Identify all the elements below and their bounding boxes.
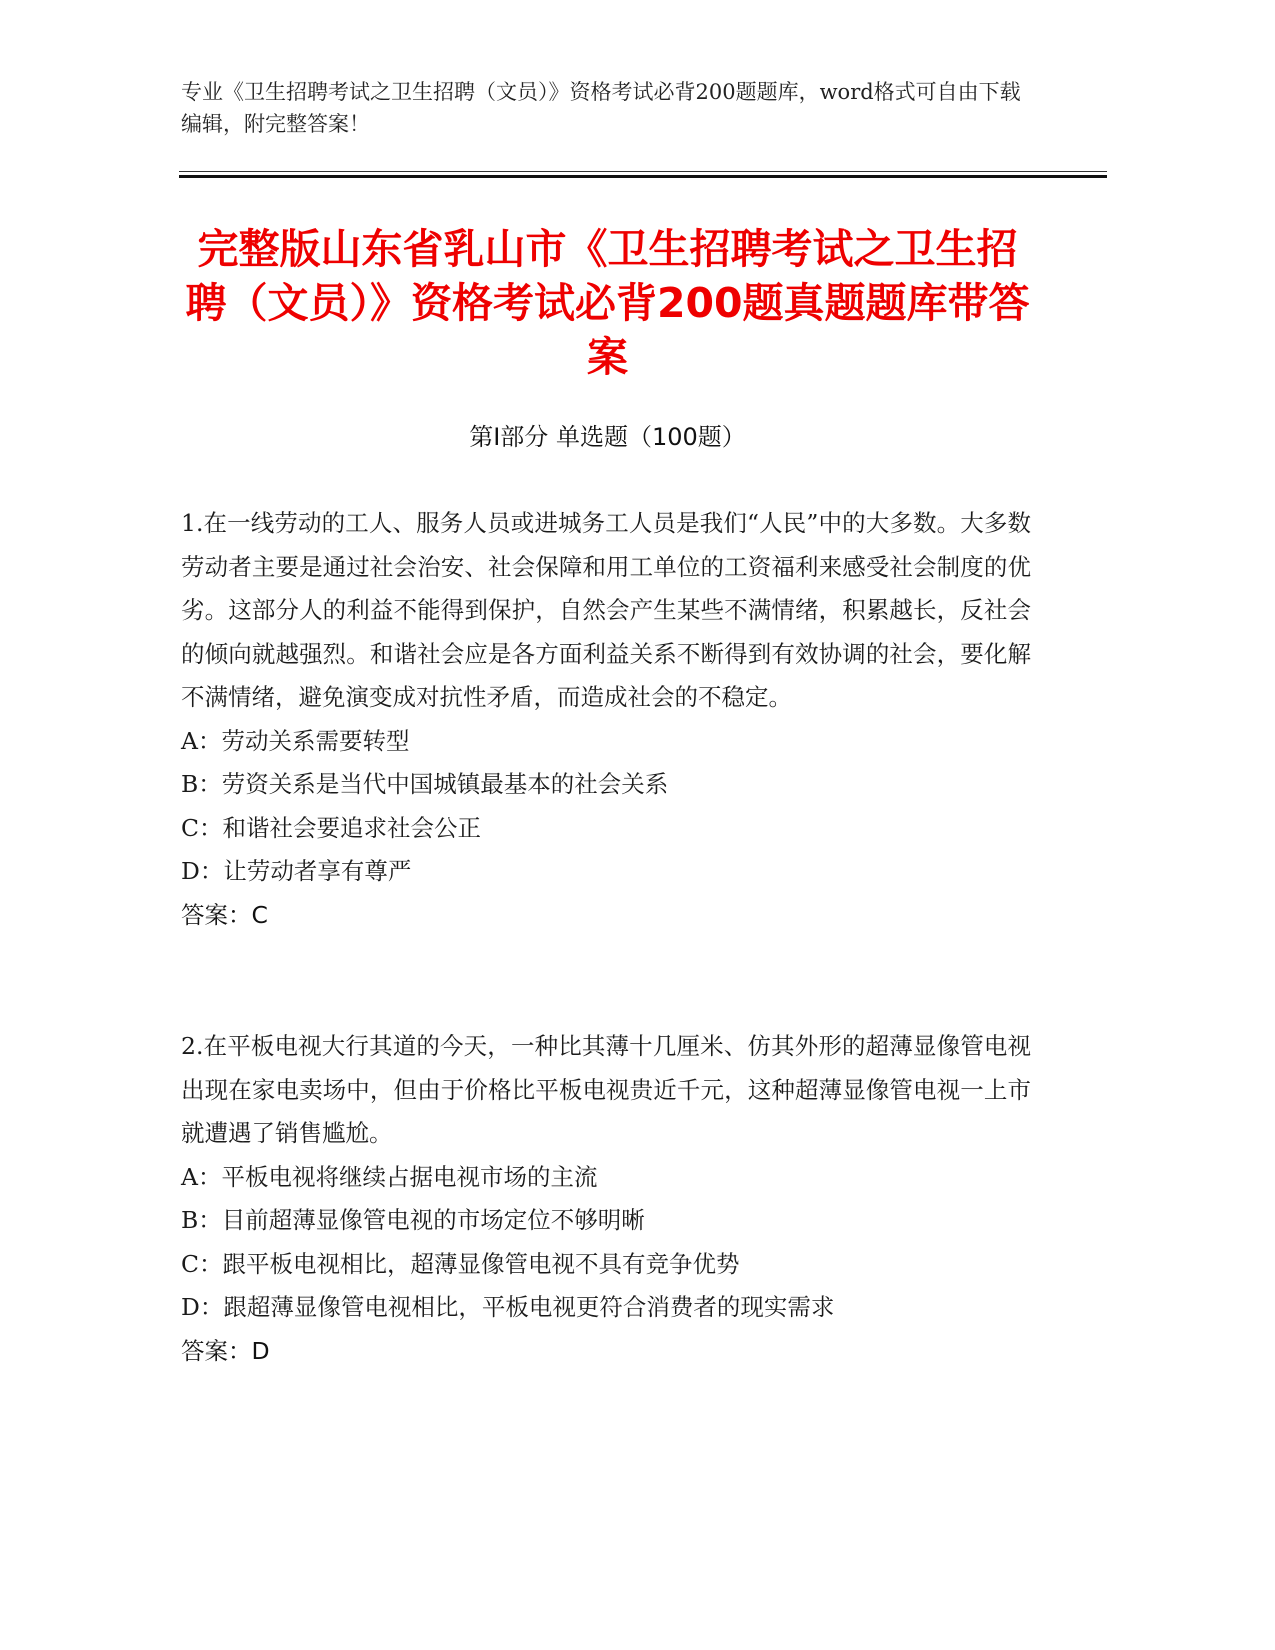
question-stem: 1.在一线劳动的工人、服务人员或进城务工人员是我们“人民”中的大多数。大多数劳动者主要是通过社会治安、社会保障和用工单位的工资福利来感受社会制度的优劣。这部分人的利益不能得到保护，自然会产生某些不满情绪，积累越长，反社会的倾向就越强烈。和谐社会应是各方面利益关系不断得到有效协调的社会，要化解不满情绪，避免演变成对抗性矛盾，而造成社会的不稳定。 [181, 509, 1031, 711]
option-d: D：跟超薄显像管电视相比，平板电视更符合消费者的现实需求 [181, 1293, 835, 1321]
header-divider-thick [179, 175, 1107, 178]
question-stem: 2.在平板电视大行其道的今天，一种比其薄十几厘米、仿其外形的超薄显像管电视出现在家电卖场中，但由于价格比平板电视贵近千元，这种超薄显像管电视一上市就遭遇了销售尴尬。 [181, 1032, 1031, 1147]
option-a: A：劳动关系需要转型 [181, 726, 410, 755]
option-d: D：让劳动者享有尊严 [181, 857, 412, 885]
option-c: C：跟平板电视相比，超薄显像管电视不具有竞争优势 [181, 1249, 740, 1278]
header-note: 专业《卫生招聘考试之卫生招聘（文员）》资格考试必背200题题库，word格式可自由下载编辑，附完整答案！ [181, 80, 1021, 136]
answer-line: 答案：C [181, 900, 268, 929]
option-c: C：和谐社会要追求社会公正 [181, 813, 481, 842]
option-a: A：平板电视将继续占据电视市场的主流 [181, 1162, 598, 1191]
section-heading: 第Ⅰ部分 单选题（100题） [469, 423, 746, 451]
document-title: 完整版山东省乳山市《卫生招聘考试之卫生招聘（文员）》资格考试必背200题真题题库带答案 [185, 225, 1030, 381]
option-b: B：目前超薄显像管电视的市场定位不够明晰 [181, 1206, 645, 1234]
header-divider-thin [179, 171, 1107, 172]
answer-line: 答案：D [181, 1336, 270, 1365]
question-2 [181, 1025, 1031, 1373]
option-b: B：劳资关系是当代中国城镇最基本的社会关系 [181, 770, 669, 798]
question-1 [181, 502, 1031, 937]
